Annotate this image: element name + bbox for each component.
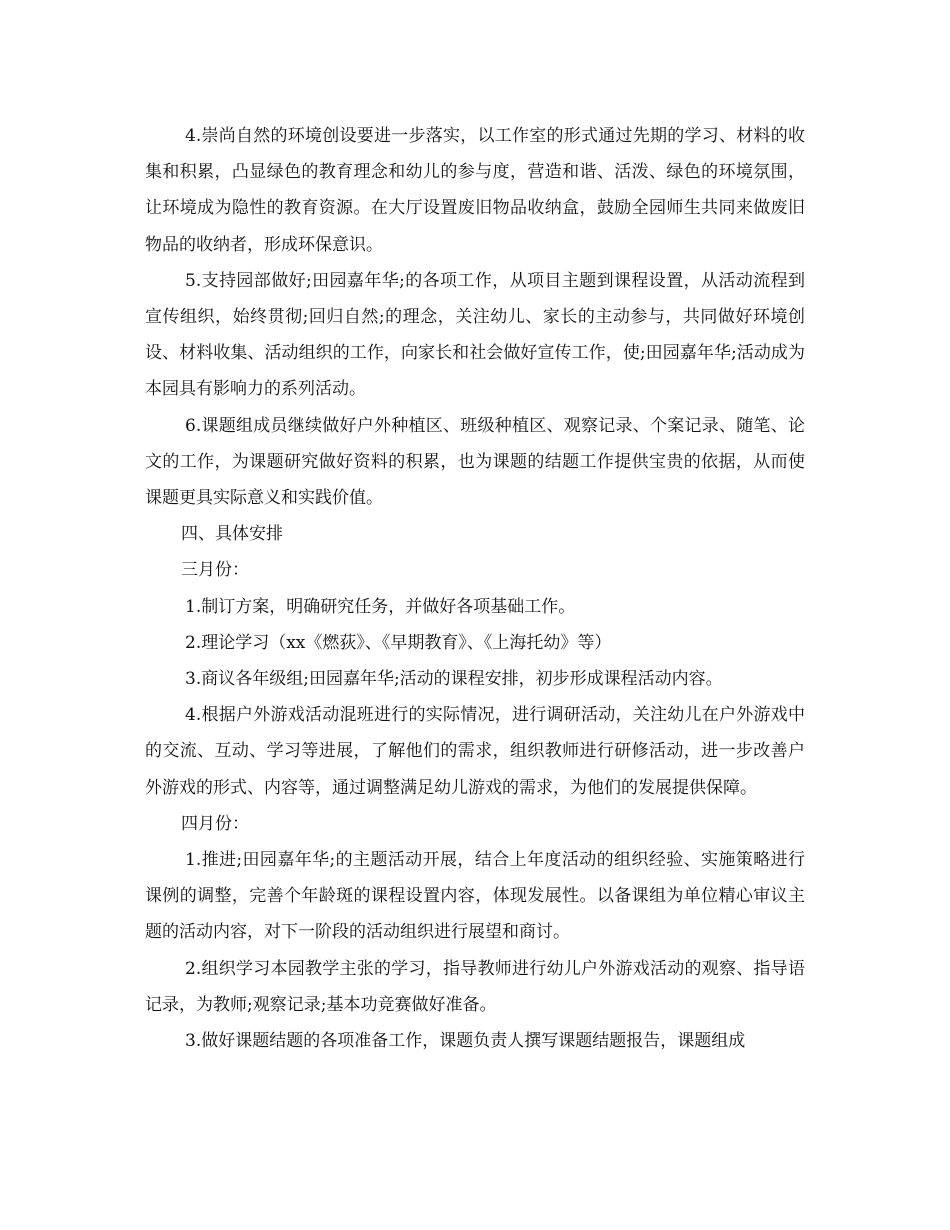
march-item-4: 4.根据户外游戏活动混班进行的实际情况，进行调研活动，关注幼儿在户外游戏中的交流、互动、学习等进展，了解他们的需求，组织教师进行研修活动，进一步改善户外游戏的形式、内容等，通过调整满足幼儿游戏的需求，为他们的发展提供保障。 — [145, 705, 805, 798]
paragraph-item-4-environment: 4.崇尚自然的环境创设要进一步落实，以工作室的形式通过先期的学习、材料的收集和积累，凸显绿色的教育理念和幼儿的参与度，营造和谐、活泼、绿色的环境氛围，让环境成为隐性的教育资源。在大厅设置废旧物品收纳盒，鼓励全园师生共同来做废旧物品的收纳者，形成环保意识。 — [145, 126, 805, 255]
month-heading-april: 四月份： — [181, 813, 249, 834]
document-body — [145, 118, 805, 1059]
month-heading-march: 三月份： — [181, 560, 249, 581]
section-heading-schedule: 四、具体安排 — [181, 524, 283, 545]
april-item-2: 2.组织学习本园教学主张的学习，指导教师进行幼儿户外游戏活动的观察、指导语记录，为教师;观察记录;基本功竞赛做好准备。 — [145, 958, 805, 1015]
march-item-3: 3.商议各年级组;田园嘉年华;活动的课程安排，初步形成课程活动内容。 — [185, 669, 723, 690]
march-item-2: 2.理论学习（xx《燃荻》、《早期教育》、《上海托幼》等） — [185, 632, 612, 653]
paragraph-item-6-research-group: 6.课题组成员继续做好户外种植区、班级种植区、观察记录、个案记录、随笔、论文的工作，为课题研究做好资料的积累，也为课题的结题工作提供宝贵的依据，从而使课题更具实际意义和实践价值。 — [145, 415, 805, 509]
april-item-3: 3.做好课题结题的各项准备工作，课题负责人撰写课题结题报告，课题组成 — [185, 1031, 746, 1052]
paragraph-item-5-garden-carnival: 5.支持园部做好;田园嘉年华;的各项工作，从项目主题到课程设置，从活动流程到宣传组织，始终贯彻;回归自然;的理念，关注幼儿、家长的主动参与，共同做好环境创设、材料收集、活动组织的工作，向家长和社会做好宣传工作，使;田园嘉年华;活动成为本园具有影响力的系列活动。 — [145, 270, 805, 400]
april-item-1: 1.推进;田园嘉年华;的主题活动开展，结合上年度活动的组织经验、实施策略进行课例的调整，完善个年龄斑的课程设置内容，体现发展性。以备课组为单位精心审议主题的活动内容，对下一阶段的活动组织进行展望和商讨。 — [145, 850, 805, 943]
march-item-1: 1.制订方案，明确研究任务，并做好各项基础工作。 — [185, 596, 576, 617]
